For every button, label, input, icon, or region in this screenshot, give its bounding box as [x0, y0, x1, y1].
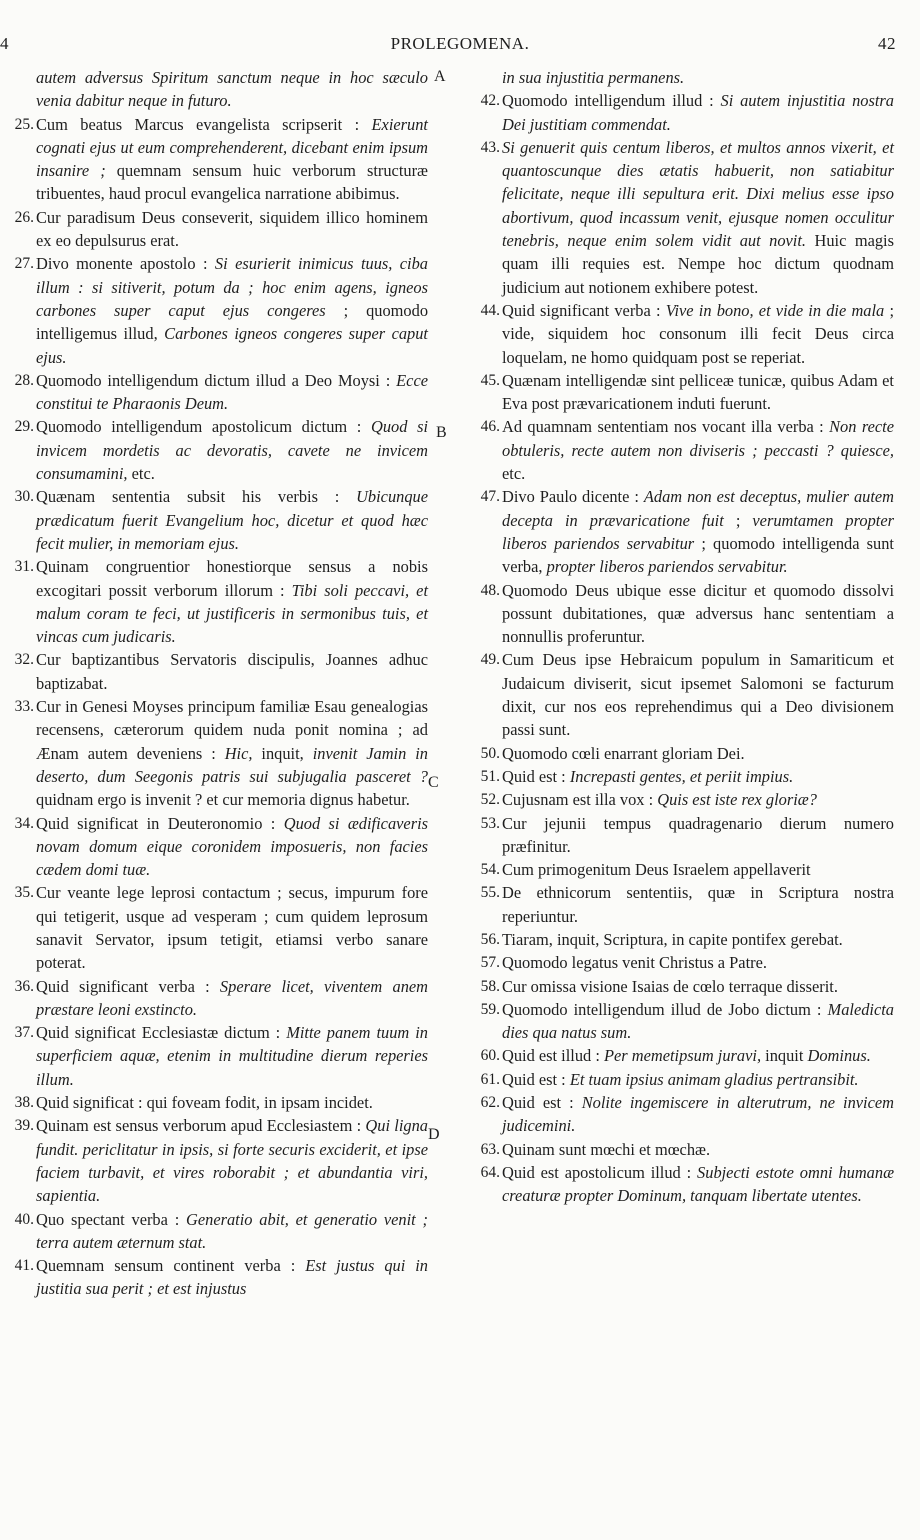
item-text: Quid significant verba :: [502, 300, 666, 320]
item-text: Quid est :: [502, 1069, 570, 1089]
list-item: [466, 1091, 894, 1138]
item-text: Quinam congruentior honestiorque sensus a nobis excogitari possit verborum illorum :: [36, 557, 428, 600]
item-number: 31.: [14, 558, 34, 576]
page-title: PROLEGOMENA.: [390, 34, 530, 53]
list-item: [0, 206, 428, 253]
item-text: Quomodo legatus venit Christus a Patre.: [502, 953, 767, 973]
quotation-text: autem adversus Spiritum sanctum neque in hoc sæculo venia dabitur neque in futuro.: [36, 68, 428, 111]
item-number: 50.: [480, 744, 500, 762]
item-number: 53.: [480, 814, 500, 832]
list-item: [466, 369, 894, 416]
item-text: ;: [723, 510, 753, 530]
item-number: 26.: [14, 208, 34, 226]
list-item: [0, 975, 428, 1022]
item-text: Quænam sententia subsit his verbis :: [36, 487, 357, 507]
item-text: inquit,: [252, 743, 313, 763]
list-item: [0, 66, 428, 113]
list-item: [466, 579, 894, 649]
item-text: De ethnicorum sententiis, quæ in Scriptura nostra reperiuntur.: [502, 883, 894, 926]
item-number: 25.: [14, 115, 34, 133]
margin-letter-d: D: [428, 1126, 440, 1143]
list-item: [466, 1138, 894, 1161]
item-number: 33.: [14, 698, 34, 716]
item-text: Ad quamnam sententiam nos vocant illa verba :: [502, 417, 830, 437]
left-column: [0, 66, 428, 1301]
list-item: [466, 858, 894, 881]
quotation-text: invenit Jamin in deserto, dum Seegonis patris sui subjugalia pasceret ?: [36, 743, 428, 786]
item-number: 39.: [14, 1117, 34, 1135]
right-column: [466, 66, 894, 1208]
list-item: [0, 812, 428, 882]
quotation-text: Sperare licet, viventem anem præstare leoni exstincto.: [36, 976, 428, 1019]
quotation-text: Tibi soli peccavi, et malum coram te feci, ut justificeris in sermonibus tuis, et vincas cum judicaris.: [36, 580, 428, 647]
list-item: [466, 998, 894, 1045]
item-number: 54.: [480, 861, 500, 879]
item-number: 29.: [14, 418, 34, 436]
item-text: Cum beatus Marcus evangelista scripserit :: [36, 114, 372, 134]
item-text: quidnam ergo is invenit ? et cur memoria dignus habetur.: [36, 790, 410, 810]
item-text: Quomodo intelligendum apostolicum dictum :: [36, 417, 372, 437]
item-number: 46.: [480, 418, 500, 436]
quotation-text: Quis est iste rex gloriæ?: [657, 790, 817, 810]
item-number: 41.: [14, 1257, 34, 1275]
item-text: ; vide, siquidem hoc consonum illi fecit Deus circa loquelam, ne homo quidquam post se reperiat.: [502, 300, 894, 367]
item-number: 45.: [480, 371, 500, 389]
item-text: Cur omissa visione Isaias de cœlo terraque disserit.: [502, 976, 838, 996]
quotation-text: Per memetipsum juravi,: [604, 1046, 762, 1066]
item-text: Divo Paulo dicente :: [502, 487, 644, 507]
list-item: [466, 951, 894, 974]
left-page-number: 4: [0, 34, 9, 53]
item-number: 63.: [480, 1140, 500, 1158]
quotation-text: Subjecti estote omni humanæ creaturæ propter Dominum, tanquam libertate utentes.: [502, 1162, 894, 1206]
quotation-text: Si esurierit inimicus tuus, ciba illum : si sitiverit, potum da ; hoc enim agens, igneos carbones super caput ejus congeres: [36, 254, 428, 320]
item-text: Quemnam sensum continent verba :: [36, 1256, 306, 1276]
list-item: [0, 415, 428, 485]
item-text: Quid est illud :: [502, 1046, 604, 1066]
list-item: [466, 765, 894, 788]
list-item: [466, 1044, 894, 1067]
item-number: 37.: [14, 1024, 34, 1042]
list-item: [466, 485, 894, 578]
item-text: Quænam intelligendæ sint pelliceæ tunicæ, quibus Adam et Eva post prævaricationem induti fuerunt.: [502, 370, 894, 414]
quotation-text: Hic,: [224, 743, 253, 763]
item-number: 38.: [14, 1094, 34, 1112]
item-text: Cur jejunii tempus quadragenario dierum numero præfinitur.: [502, 813, 894, 856]
item-text: Quinam sunt mœchi et mœchæ.: [502, 1139, 711, 1159]
list-item: [466, 648, 894, 741]
list-item: [466, 788, 894, 811]
item-number: 58.: [480, 977, 500, 995]
quotation-text: Nolite ingemiscere in alterutrum, ne invicem judicemini.: [502, 1093, 894, 1136]
list-item: [466, 975, 894, 998]
right-page-number: 42: [878, 34, 896, 53]
list-item: [466, 136, 894, 299]
item-number: 61.: [480, 1070, 500, 1088]
item-text: Quomodo Deus ubique esse dicitur et quomodo dissolvi possunt dubitationes, quæ adversus hanc sententiam a nonnullis proferuntur.: [502, 580, 894, 647]
list-item: [466, 1161, 894, 1208]
list-item: [0, 369, 428, 416]
list-item: [466, 66, 894, 89]
quotation-text: Increpasti gentes, et periit impius.: [569, 766, 794, 786]
item-text: Huic magis quam illi requies est. Nempe hoc dictum quodnam judicium aut notionem exhibere potest.: [502, 231, 894, 297]
quotation-text: in sua injustitia permanens.: [502, 68, 685, 87]
item-number: 59.: [480, 1000, 500, 1018]
quotation-text: Et tuam ipsius animam gladius pertransibit.: [569, 1069, 859, 1089]
quotation-text: Vive in bono, et vide in die mala: [665, 300, 885, 320]
list-item: [466, 928, 894, 951]
item-number: 28.: [14, 371, 34, 389]
item-text: Cur veante lege leprosi contactum ; secus, impurum fore qui tetigerit, usque ad vesperam ; cum quidem leprosum sanavit Servator, ipsum tetigit, etiamsi verbo sanare poterat.: [36, 883, 428, 973]
list-item: [0, 555, 428, 648]
quotation-text: Maledicta dies qua natus sum.: [502, 999, 894, 1043]
item-text: Cur baptizantibus Servatoris discipulis, Joannes adhuc baptizabat.: [36, 650, 428, 693]
item-number: 62.: [480, 1094, 500, 1112]
item-number: 35.: [14, 884, 34, 902]
item-number: 55.: [480, 884, 500, 902]
list-item: [0, 695, 428, 811]
item-text: Quomodo intelligendum dictum illud a Deo Moysi :: [36, 370, 397, 390]
item-text: Quid significant verba :: [36, 976, 220, 996]
item-number: 56.: [480, 930, 500, 948]
item-text: Cur paradisum Deus conseverit, siquidem illico hominem ex eo depulsurus erat.: [36, 207, 428, 251]
list-item: [0, 881, 428, 974]
item-text: Quomodo cœli enarrant gloriam Dei.: [502, 743, 745, 763]
item-text: etc.: [127, 464, 155, 484]
item-text: Cur in Genesi Moyses principum familiæ Esau genealogias recensens, cæterorum quidem nuda ponit nomina ; ad Ænam autem deveniens :: [36, 697, 428, 763]
item-text: Quid significat Ecclesiastæ dictum :: [36, 1023, 287, 1043]
margin-letter-c: C: [428, 774, 439, 791]
list-item: [466, 881, 894, 928]
item-text: inquit: [761, 1046, 808, 1066]
item-number: 27.: [14, 255, 34, 273]
quotation-text: Quod si ædificaveris novam domum eique coronidem imposueris, non facies cædem domi tuæ.: [36, 813, 428, 880]
item-number: 34.: [14, 814, 34, 832]
quotation-text: Ecce constitui te Pharaonis Deum.: [36, 370, 428, 414]
quotation-text: Si genuerit quis centum liberos, et multos annos vixerit, et quantoscunque dies ætatis habuerit, non satiabitur felicitate, neque illi sepultura erit. Dixi melius esse ipso abortivum, quod incassum venit, ejusque nomen occulitur tenebris, neque enim solem vidit aut novit.: [502, 137, 894, 251]
item-number: 36.: [14, 977, 34, 995]
list-item: [466, 812, 894, 859]
list-item: [0, 1091, 428, 1114]
quotation-text: Exierunt cognati ejus ut eum comprehenderent, dicebant enim ipsum insanire ;: [36, 114, 428, 181]
quotation-text: Adam non est deceptus, mulier autem decepta in prævaricatione fuit: [502, 487, 895, 530]
quotation-text: Carbones igneos congeres super caput ejus.: [36, 324, 428, 367]
item-number: 49.: [480, 651, 500, 669]
list-item: [466, 299, 894, 369]
margin-letter-b: B: [436, 424, 447, 441]
item-text: Quid est :: [502, 1093, 582, 1113]
quotation-text: Mitte panem tuum in superficiem aquæ, etenim in multitudine dierum reperies illum.: [36, 1023, 428, 1089]
item-number: 64.: [480, 1163, 500, 1181]
item-number: 30.: [14, 488, 34, 506]
item-number: 51.: [480, 767, 500, 785]
item-text: Tiaram, inquit, Scriptura, in capite pontifex gerebat.: [502, 929, 843, 949]
item-text: Divo monente apostolo :: [36, 254, 215, 274]
item-text: Quomodo intelligendum illud de Jobo dictum :: [502, 999, 828, 1019]
quotation-text: Quod si invicem mordetis ac devoratis, cavete ne invicem consumamini,: [36, 417, 429, 484]
running-head: [0, 34, 920, 58]
quotation-text: propter liberos pariendos servabitur.: [546, 557, 788, 577]
list-item: [0, 252, 428, 368]
item-text: ; quomodo intelligenda sunt verba,: [502, 533, 894, 577]
item-number: 42.: [480, 92, 500, 110]
list-item: [0, 485, 428, 555]
item-number: 40.: [14, 1210, 34, 1228]
list-item: [466, 742, 894, 765]
list-item: [466, 415, 894, 485]
item-text: Quinam est sensus verborum apud Ecclesiastem :: [36, 1116, 366, 1136]
quotation-text: Est justus qui in justitia sua perit ; et est injustus: [36, 1256, 429, 1299]
list-item: [0, 113, 428, 206]
quotation-text: Si autem injustitia nostra Dei justitiam commendat.: [502, 91, 894, 134]
quotation-text: Non recte obtuleris, recte autem non diviseris ; peccasti ? quiesce,: [502, 417, 894, 460]
quotation-text: Dominus.: [807, 1046, 871, 1066]
quotation-text: verumtamen propter liberos pariendos servabitur: [502, 510, 894, 553]
quotation-text: Ubicunque prædicatum fuerit Evangelium hoc, dicetur et quod hæc fecit mulier, in memoriam ejus.: [36, 487, 428, 553]
item-number: 43.: [480, 138, 500, 156]
item-text: etc.: [502, 464, 526, 484]
list-item: [0, 648, 428, 695]
item-number: 52.: [480, 791, 500, 809]
item-text: ; quomodo intelligemus illud,: [36, 300, 429, 344]
item-text: Quid significat : qui foveam fodit, in ipsam incidet.: [36, 1093, 373, 1113]
item-text: Quid est apostolicum illud :: [502, 1162, 698, 1182]
item-number: 47.: [480, 488, 500, 506]
item-text: Cujusnam est illa vox :: [502, 790, 658, 810]
item-number: 44.: [480, 301, 500, 319]
item-number: 48.: [480, 581, 500, 599]
item-text: Cum Deus ipse Hebraicum populum in Samariticum et Judaicum diviserit, sicut ipsemet Salomoni se facturum dixit, cur nos eos reprehendimus qui a Deo divisionem passi sunt.: [502, 650, 894, 740]
item-text: Quo spectant verba :: [36, 1209, 187, 1229]
list-item: [0, 1114, 428, 1207]
quotation-text: Generatio abit, et generatio venit ; terra autem æternum stat.: [36, 1209, 428, 1252]
list-item: [466, 1068, 894, 1091]
item-text: Quid est :: [502, 766, 570, 786]
item-text: Cum primogenitum Deus Israelem appellaverit: [502, 860, 811, 880]
quotation-text: Qui ligna fundit. periclitatur in ipsis, si forte securis exciderit, et ipse faciem turbavit, et vires roborabit ; et abundantia viri, sapientia.: [36, 1116, 428, 1206]
item-text: quemnam sensum huic verborum structuræ tribuentes, haud procul evangelica narratione abibimus.: [36, 161, 428, 204]
list-item: [0, 1208, 428, 1255]
margin-letter-a: A: [434, 68, 446, 85]
item-text: Quid significat in Deuteronomio :: [36, 813, 284, 833]
list-item: [0, 1254, 428, 1301]
list-item: [466, 89, 894, 136]
item-number: 32.: [14, 651, 34, 669]
item-text: Quomodo intelligendum illud :: [502, 91, 721, 111]
item-number: 60.: [480, 1047, 500, 1065]
list-item: [0, 1021, 428, 1091]
item-number: 57.: [480, 954, 500, 972]
